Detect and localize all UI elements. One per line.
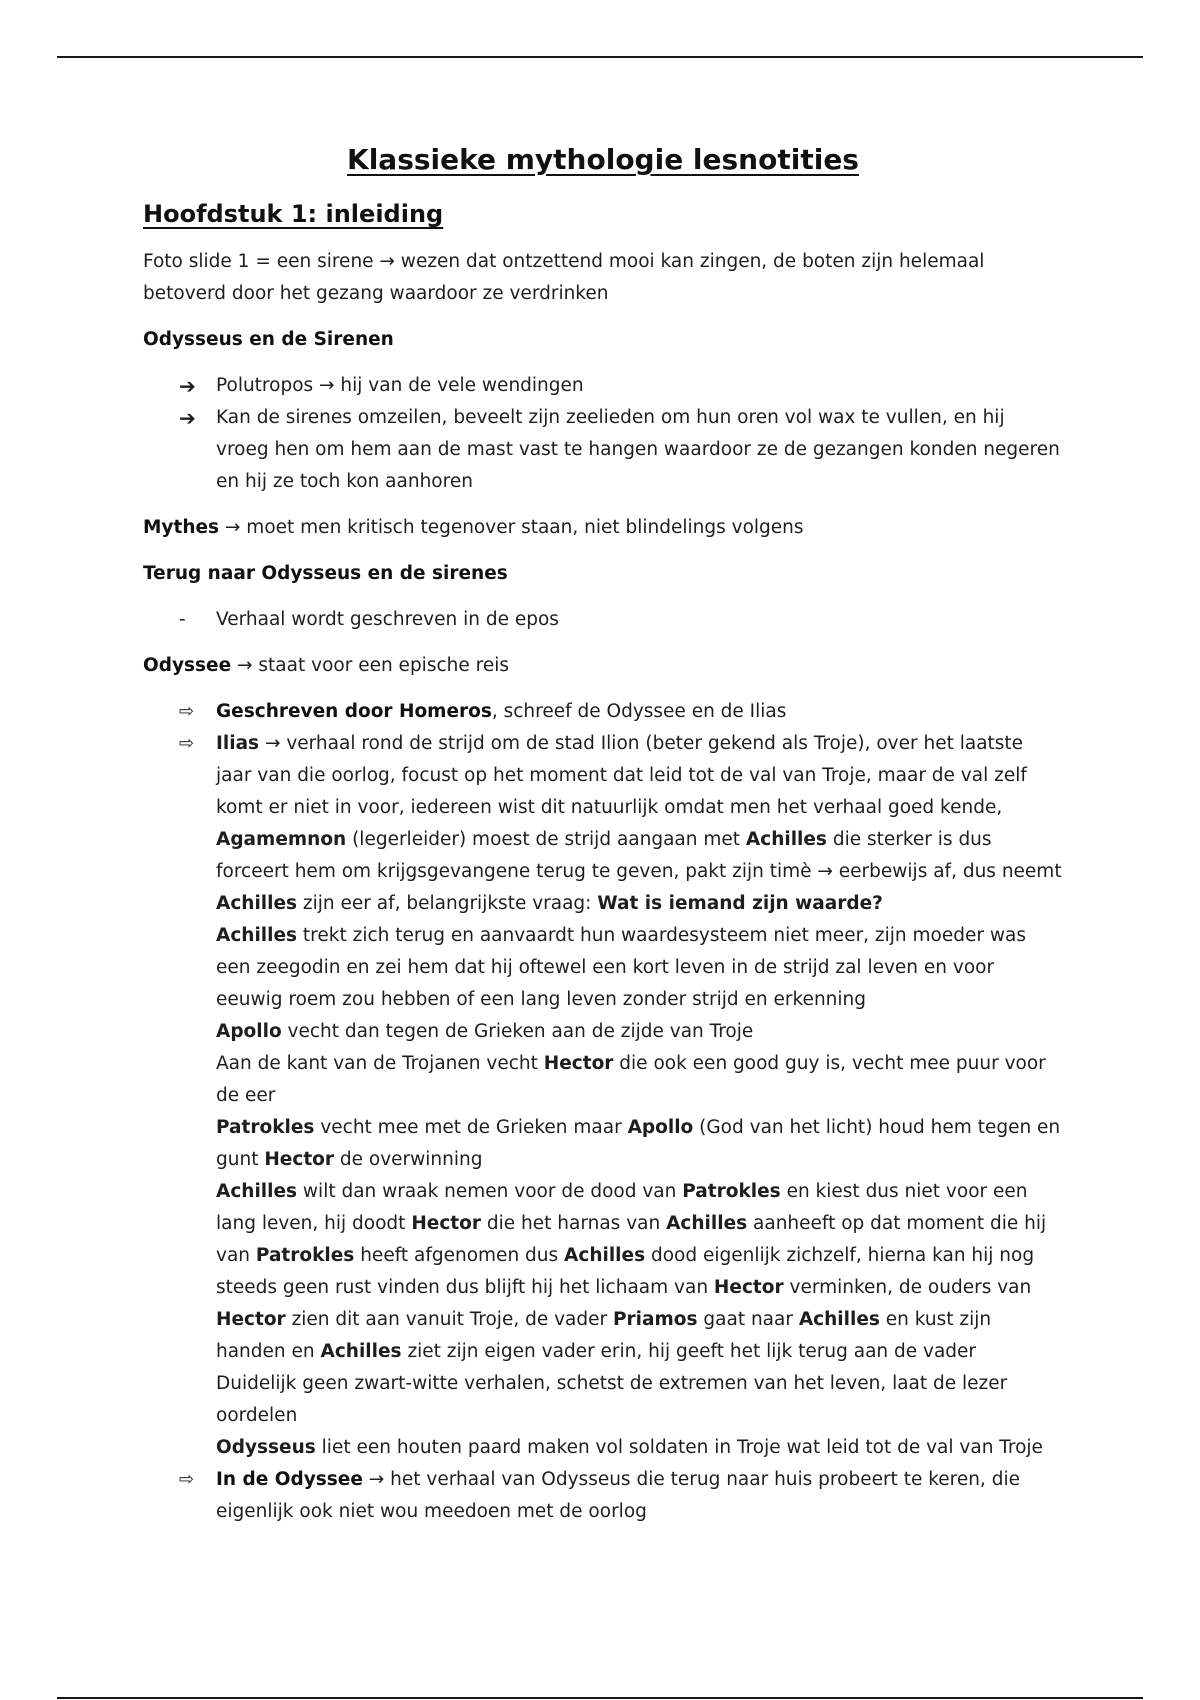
bold-term: Hector xyxy=(713,1277,784,1298)
dash-bullet-icon: - xyxy=(179,609,186,630)
text-run: die ook een good guy is, vecht mee puur voor de eer xyxy=(216,1053,1046,1106)
term-odyssee: Odyssee xyxy=(143,655,232,676)
text-run: aanheeft op dat moment die hij van xyxy=(216,1213,1047,1266)
list-item-text: Kan de sirenes omzeilen, beveelt zijn zeelieden om hun oren vol wax te vullen, en hij vroeg hen om hem aan de mast vast te hangen waardoor ze de gezangen konden negeren en hij ze toch kon aanhoren xyxy=(216,407,1060,492)
list-item xyxy=(143,402,1063,498)
text-run: en kiest dus niet voor een lang leven, hij doodt xyxy=(216,1181,1028,1234)
text-run: zijn eer af, belangrijkste vraag: xyxy=(297,893,598,914)
bold-term: Odysseus xyxy=(216,1437,316,1458)
bold-term: Patrokles xyxy=(216,1117,315,1138)
bold-term: Achilles xyxy=(216,925,298,946)
bold-term: Hector xyxy=(264,1149,335,1170)
list-item xyxy=(143,604,1063,636)
item-text: → het verhaal van Odysseus die terug naar huis probeert te keren, die eigenlijk ook niet wou meedoen met de oorlog xyxy=(216,1469,1020,1522)
text-run: verminken, de ouders van xyxy=(783,1277,1032,1298)
list-item xyxy=(143,696,1063,728)
page-title: Klassieke mythologie lesnotities xyxy=(347,143,859,176)
bold-term: Wat is iemand zijn waarde? xyxy=(597,893,883,914)
bold-term: Achilles xyxy=(666,1213,748,1234)
mythes-paragraph xyxy=(143,512,1063,544)
odysseus-paragraph xyxy=(216,1432,1063,1464)
bold-term: Achilles xyxy=(798,1309,880,1330)
intro-paragraph: Foto slide 1 = een sirene → wezen dat ontzettend mooi kan zingen, de boten zijn helemaal betoverd door het gezang waardoor ze verdrinken xyxy=(143,251,985,304)
list-item xyxy=(143,728,1063,1464)
text-run: de overwinning xyxy=(334,1149,483,1170)
text-run: heeft afgenomen dus xyxy=(354,1245,565,1266)
bold-term: Apollo xyxy=(627,1117,694,1138)
header-rule xyxy=(57,56,1143,58)
text-run: die het harnas van xyxy=(481,1213,667,1234)
list-item xyxy=(143,1464,1063,1528)
term-mythes: Mythes xyxy=(143,517,220,538)
terug-list xyxy=(143,604,1063,636)
hollow-arrow-bullet-icon: ⇨ xyxy=(179,1469,195,1490)
bold-term: Hector xyxy=(216,1309,286,1330)
ilias-paragraph xyxy=(216,728,1063,920)
text-run: liet een houten paard maken vol soldaten in Troje wat leid tot de val van Troje xyxy=(315,1437,1043,1458)
item-text: , schreef de Odyssee en de Ilias xyxy=(491,701,787,722)
apollo-paragraph xyxy=(216,1016,1063,1048)
bold-term: Patrokles xyxy=(255,1245,355,1266)
hector-paragraph xyxy=(216,1048,1063,1112)
text-run: wilt dan wraak nemen voor de dood van xyxy=(297,1181,683,1202)
footer-rule xyxy=(57,1697,1143,1699)
chapter-heading: Hoofdstuk 1: inleiding xyxy=(143,200,444,228)
bold-term: Achilles xyxy=(216,893,298,914)
odyssee-list xyxy=(143,696,1063,1528)
text-run: en kust zijn handen en xyxy=(216,1309,992,1362)
text-run: zien dit aan vanuit Troje, de vader xyxy=(285,1309,613,1330)
patrokles-paragraph xyxy=(216,1112,1063,1176)
bold-term: Agamemnon xyxy=(216,829,347,850)
item-bold: Geschreven door Homeros xyxy=(216,701,492,722)
text-run: Aan de kant van de Trojanen vecht xyxy=(216,1053,544,1074)
bold-term: Achilles xyxy=(320,1341,402,1362)
bold-term: Priamos xyxy=(613,1309,698,1330)
text-run: vecht dan tegen de Grieken aan de zijde van Troje xyxy=(281,1021,754,1042)
mythes-text: → moet men kritisch tegenover staan, niet blindelings volgens xyxy=(219,517,804,538)
bold-term: Achilles xyxy=(564,1245,646,1266)
text-run: gaat naar xyxy=(697,1309,799,1330)
sirenen-list xyxy=(143,370,1063,498)
bold-term: Hector xyxy=(411,1213,481,1234)
bold-term: Achilles xyxy=(745,829,827,850)
hollow-arrow-bullet-icon: ⇨ xyxy=(179,701,195,722)
hollow-arrow-bullet-icon: ⇨ xyxy=(179,733,195,754)
arrow-bullet-icon: ➔ xyxy=(179,406,196,430)
text-run: die sterker is dus forceert hem om krijgsgevangene terug te geven, pakt zijn timè → eerbewijs af, dus neemt xyxy=(216,829,1062,882)
bold-term: Ilias xyxy=(216,733,260,754)
section-heading-sirenen: Odysseus en de Sirenen xyxy=(143,329,394,350)
section-heading-terug: Terug naar Odysseus en de sirenes xyxy=(143,563,508,584)
odyssee-text: → staat voor een epische reis xyxy=(231,655,509,676)
list-item-text: Polutropos → hij van de vele wendingen xyxy=(216,375,584,396)
text-run: trekt zich terug en aanvaardt hun waardesysteem niet meer, zijn moeder was een zeegodin en zei hem dat hij oftewel een kort leven in de strijd zal leven en voor eeuwig roem zou hebben of een lang leven zonder strijd en erkenning xyxy=(216,925,1026,1010)
text-run: (legerleider) moest de strijd aangaan met xyxy=(346,829,746,850)
text-run: (God van het licht) houd hem tegen en gunt xyxy=(216,1117,1061,1170)
text-run: vecht mee met de Grieken maar xyxy=(314,1117,628,1138)
wraak-paragraph xyxy=(216,1176,1063,1368)
bold-term: Achilles xyxy=(216,1181,298,1202)
bold-term: Patrokles xyxy=(682,1181,781,1202)
list-item xyxy=(143,370,1063,402)
document-body xyxy=(143,140,1063,1542)
odyssee-paragraph xyxy=(143,650,1063,682)
duidelijk-paragraph xyxy=(216,1368,1063,1432)
bold-term: Apollo xyxy=(216,1021,282,1042)
item-bold: In de Odyssee xyxy=(216,1469,363,1490)
bold-term: Hector xyxy=(543,1053,614,1074)
list-item-text: Verhaal wordt geschreven in de epos xyxy=(216,609,559,630)
text-run: ziet zijn eigen vader erin, hij geeft het lijk terug aan de vader xyxy=(401,1341,977,1362)
text-run: Duidelijk geen zwart-witte verhalen, schetst de extremen van het leven, laat de lezer oordelen xyxy=(216,1373,1008,1426)
text-run: dood eigenlijk zichzelf, hierna kan hij nog steeds geen rust vinden dus blijft hij het lichaam van xyxy=(216,1245,1035,1298)
achilles-paragraph xyxy=(216,920,1063,1016)
arrow-bullet-icon: ➔ xyxy=(179,374,196,398)
text-run: → verhaal rond de strijd om de stad Ilion (beter gekend als Troje), over het laatste jaar van die oorlog, focust op het moment dat leid tot de val van Troje, maar de val zelf komt er niet in voor, iedereen wist dit natuurlijk omdat men het verhaal goed kende, xyxy=(216,733,1027,818)
